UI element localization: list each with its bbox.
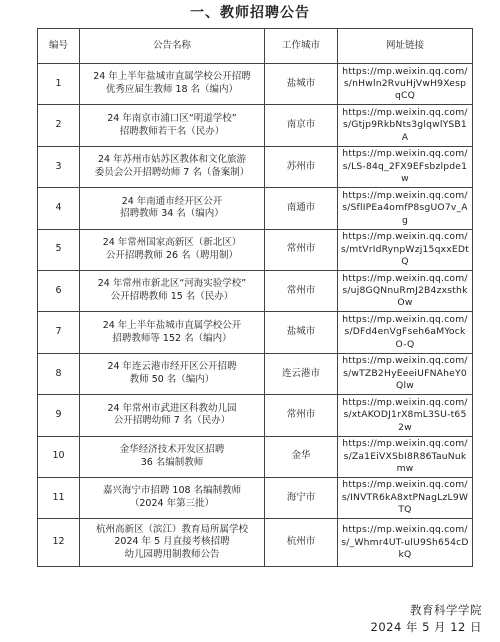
row-number: 6 xyxy=(38,270,80,311)
notice-name-line: 24 年上半年盐城市直属学校公开招聘 xyxy=(93,71,251,83)
notice-name-line: 公开招聘幼师 7 名（民办） xyxy=(113,415,231,427)
table-header-row xyxy=(38,29,473,64)
table-row xyxy=(38,395,473,436)
table-row xyxy=(38,353,473,394)
notice-name-line: 24 年常州市武进区科教幼儿园 xyxy=(107,402,237,414)
url-link[interactable]: https://mp.weixin.qq.com/s/xtAKODJ1rX8mL3SU-t652w xyxy=(338,395,473,436)
notice-name-line: 24 年上半年盐城市直属学校公开 xyxy=(102,319,242,331)
notice-name-line: 杭州高新区（滨江）教育局所属学校 xyxy=(95,523,248,535)
notice-name xyxy=(80,105,265,146)
notice-name xyxy=(80,270,265,311)
work-city: 杭州市 xyxy=(265,519,338,567)
work-city: 连云港市 xyxy=(265,353,338,394)
table-row xyxy=(38,229,473,270)
notice-name-line: 24 年苏州市姑苏区教体和文化旅游 xyxy=(97,154,247,166)
notice-name-line: 24 年连云港市经开区公开招聘 xyxy=(107,361,237,373)
recruitment-table xyxy=(37,28,473,567)
notice-name-line: （2024 年第三批） xyxy=(129,498,215,510)
notice-name-line: 36 名编制教师 xyxy=(140,456,204,468)
notice-name-line: 委员会公开招聘幼师 7 名（备案制） xyxy=(94,166,250,178)
table-row xyxy=(38,270,473,311)
notice-name-line: 24 年南通市经开区公开 xyxy=(121,195,223,207)
row-number: 4 xyxy=(38,188,80,229)
row-number: 3 xyxy=(38,146,80,187)
notice-name-line: 招聘教师 34 名（编内） xyxy=(120,208,224,220)
row-number: 2 xyxy=(38,105,80,146)
url-link[interactable]: https://mp.weixin.qq.com/s/uj8GQNnuRmJ2B4zxsthkOw xyxy=(338,270,473,311)
row-number: 1 xyxy=(38,64,80,105)
notice-name-line: 招聘教师若干名（民办） xyxy=(119,125,225,137)
url-link[interactable]: https://mp.weixin.qq.com/s/wTZB2HyEeeiUFNAheY0Qlw xyxy=(338,353,473,394)
row-number: 9 xyxy=(38,395,80,436)
url-link[interactable]: https://mp.weixin.qq.com/s/DFd4enVgFseh6aMYockO-Q xyxy=(338,312,473,353)
notice-name xyxy=(80,64,265,105)
row-number: 7 xyxy=(38,312,80,353)
notice-name-line: 公开招聘教师 26 名（聘用制） xyxy=(105,249,239,261)
footer-org: 教育科学学院 xyxy=(410,603,482,617)
table-row xyxy=(38,519,473,567)
notice-name xyxy=(80,436,265,477)
table-row xyxy=(38,146,473,187)
notice-name xyxy=(80,477,265,518)
table-row xyxy=(38,436,473,477)
url-link[interactable]: https://mp.weixin.qq.com/s/mtVrIdRynpWzj15qxxEDtQ xyxy=(338,229,473,270)
header-number: 编号 xyxy=(38,29,80,64)
row-number: 11 xyxy=(38,477,80,518)
notice-name-line: 24 年常州国家高新区（新北区） xyxy=(102,236,242,248)
row-number: 5 xyxy=(38,229,80,270)
footer-signature xyxy=(371,602,483,636)
footer-date: 2024 年 5 月 12 日 xyxy=(370,620,482,634)
header-url: 网址链接 xyxy=(338,29,473,64)
work-city: 盐城市 xyxy=(265,64,338,105)
notice-name-line: 嘉兴海宁市招聘 108 名编制教师 xyxy=(102,485,242,497)
work-city: 南京市 xyxy=(265,105,338,146)
row-number: 12 xyxy=(38,519,80,567)
work-city: 苏州市 xyxy=(265,146,338,187)
notice-name-line: 2024 年 5 月直接考核招聘 xyxy=(114,536,230,548)
work-city: 海宁市 xyxy=(265,477,338,518)
row-number: 8 xyxy=(38,353,80,394)
notice-name xyxy=(80,229,265,270)
url-link[interactable]: https://mp.weixin.qq.com/s/nHwln2RvuHjVwH9XespqCQ xyxy=(338,64,473,105)
notice-name-line: 教师 50 名（编内） xyxy=(129,373,215,385)
table-body xyxy=(38,64,473,567)
table-row xyxy=(38,105,473,146)
table-row xyxy=(38,188,473,229)
page-title: 一、教师招聘公告 xyxy=(190,5,310,21)
url-link[interactable]: https://mp.weixin.qq.com/s/Za1EiVXSbI8R86TauNukmw xyxy=(338,436,473,477)
url-link[interactable]: https://mp.weixin.qq.com/s/INVTR6kA8xtPNagLzL9WTQ xyxy=(338,477,473,518)
work-city: 常州市 xyxy=(265,270,338,311)
row-number: 10 xyxy=(38,436,80,477)
notice-name xyxy=(80,188,265,229)
work-city: 常州市 xyxy=(265,395,338,436)
notice-name xyxy=(80,312,265,353)
notice-name-line: 金华经济技术开发区招聘 xyxy=(119,443,225,455)
notice-name-line: 24 年常州市新北区“河海实验学校” xyxy=(97,278,247,290)
notice-name-line: 优秀应届生教师 18 名（编内） xyxy=(105,84,239,96)
header-work-city: 工作城市 xyxy=(265,29,338,64)
notice-name xyxy=(80,519,265,567)
url-link[interactable]: https://mp.weixin.qq.com/s/LS-84q_2FX9EFsbzlpde1w xyxy=(338,146,473,187)
work-city: 盐城市 xyxy=(265,312,338,353)
notice-name-line: 24 年南京市浦口区“明道学校” xyxy=(107,112,237,124)
table-row xyxy=(38,312,473,353)
work-city: 常州市 xyxy=(265,229,338,270)
notice-name xyxy=(80,146,265,187)
notice-name-line: 幼儿园聘用制教师公告 xyxy=(124,549,220,561)
url-link[interactable]: https://mp.weixin.qq.com/s/Gtjp9RkbNts3glqwlYSB1A xyxy=(338,105,473,146)
table-row xyxy=(38,477,473,518)
notice-name xyxy=(80,395,265,436)
table-row xyxy=(38,64,473,105)
url-link[interactable]: https://mp.weixin.qq.com/s/_Whmr4UT-ulU9Sh654cDkQ xyxy=(338,519,473,567)
work-city: 金华 xyxy=(265,436,338,477)
notice-name-line: 公开招聘教师 15 名（民办） xyxy=(110,291,234,303)
notice-name-line: 招聘教师等 152 名（编内） xyxy=(112,332,232,344)
work-city: 南通市 xyxy=(265,188,338,229)
header-notice-name: 公告名称 xyxy=(80,29,265,64)
notice-name xyxy=(80,353,265,394)
url-link[interactable]: https://mp.weixin.qq.com/s/SflIPEa4omfP8sgUO7v_Ag xyxy=(338,188,473,229)
